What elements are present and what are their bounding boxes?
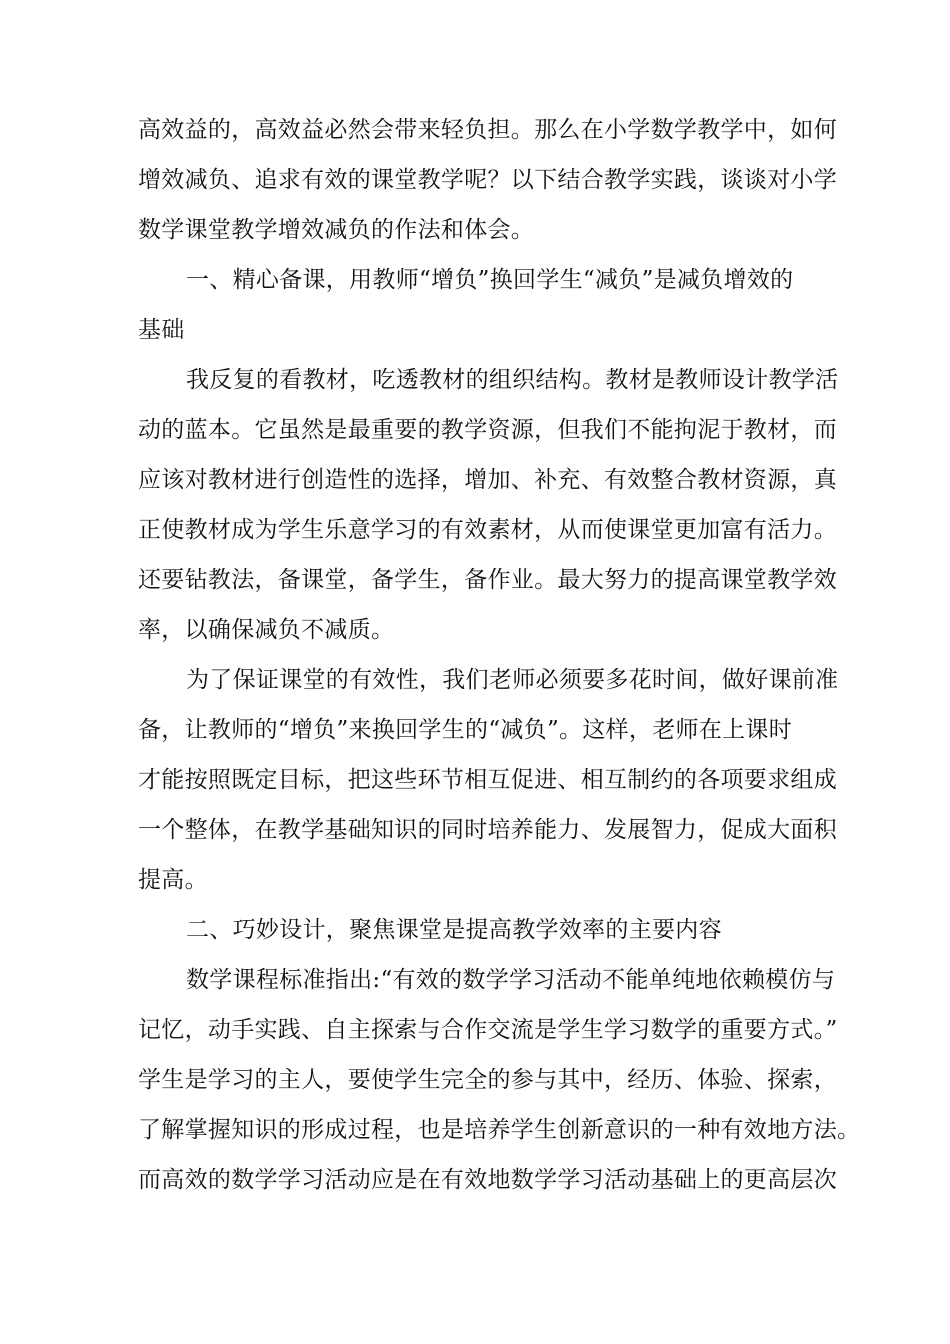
text-line: 学生是学习的主人，要使学生完全的参与其中，经历、体验、探索，	[138, 1067, 837, 1093]
text-line: 率，以确保减负不减质。	[138, 617, 395, 643]
text-line: 才能按照既定目标，把这些环节相互促进、相互制约的各项要求组成	[138, 767, 837, 793]
text-line: 增效减负、追求有效的课堂教学呢？以下结合教学实践，谈谈对小学	[138, 167, 837, 193]
text-line: 为了保证课堂的有效性，我们老师必须要多花时间，做好课前准	[186, 667, 839, 693]
section-heading-1: 一、精心备课，用教师“增负”换回学生“减负”是减负增效的	[186, 267, 794, 293]
text-line: 高效益的，高效益必然会带来轻负担。那么在小学数学教学中，如何	[138, 117, 837, 143]
text-line: 数学课程标准指出:“有效的数学学习活动不能单纯地依赖模仿与	[186, 967, 836, 993]
text-line: 还要钻教法，备课堂，备学生，备作业。最大努力的提高课堂教学效	[138, 567, 837, 593]
text-line: 记忆，动手实践、自主探索与合作交流是学生学习数学的重要方式。”	[138, 1017, 838, 1043]
text-line: 数学课堂教学增效减负的作法和体会。	[138, 217, 535, 243]
text-line: 我反复的看教材，吃透教材的组织结构。教材是教师设计教学活	[186, 367, 839, 393]
section-heading-2: 二、巧妙设计，聚焦课堂是提高教学效率的主要内容	[186, 917, 722, 943]
text-line: 正使教材成为学生乐意学习的有效素材，从而使课堂更加富有活力。	[138, 517, 837, 543]
text-line: 应该对教材进行创造性的选择，增加、补充、有效整合教材资源，真	[138, 467, 837, 493]
text-line: 了解掌握知识的形成过程，也是培养学生创新意识的一种有效地方法。	[138, 1117, 861, 1143]
text-line: 动的蓝本。它虽然是最重要的教学资源，但我们不能拘泥于教材，而	[138, 417, 837, 443]
text-line: 提高。	[138, 867, 208, 893]
section-heading-1-cont: 基础	[138, 317, 185, 343]
text-line: 一个整体，在教学基础知识的同时培养能力、发展智力，促成大面积	[138, 817, 837, 843]
text-line: 而高效的数学学习活动应是在有效地数学学习活动基础上的更高层次	[138, 1167, 837, 1193]
text-line: 备，让教师的“增负”来换回学生的“减负”。这样，老师在上课时	[138, 717, 793, 743]
